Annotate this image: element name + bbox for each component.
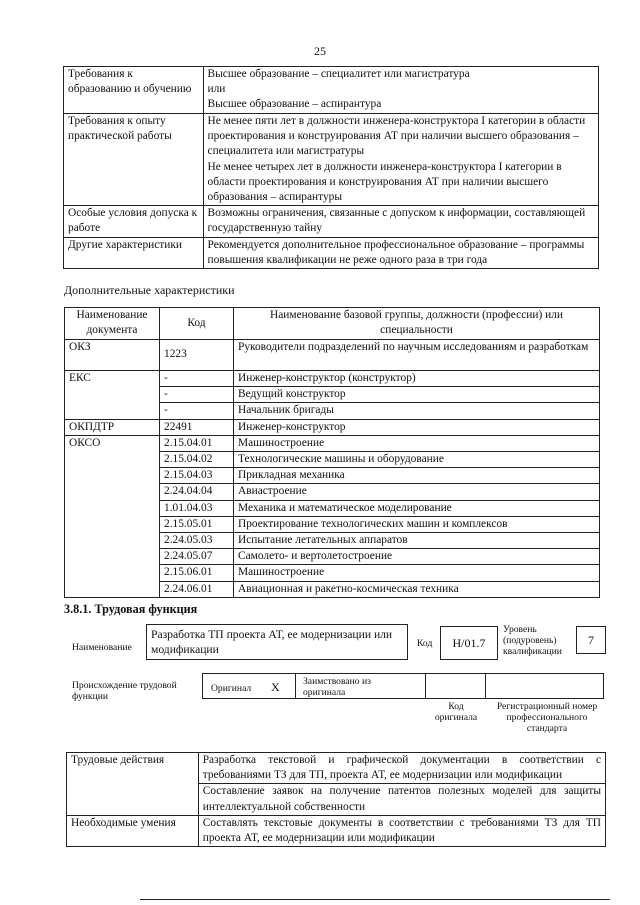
- header-row: [65, 308, 600, 340]
- name-cell: Машиностроение: [234, 435, 600, 451]
- row-label: Трудовые действия: [67, 753, 199, 816]
- code-cell: 1.01.04.03: [160, 500, 234, 516]
- code-cell: 2.24.05.03: [160, 533, 234, 549]
- row-value: [203, 237, 598, 268]
- name-cell: Авиационная и ракетно-космическая техника: [234, 581, 600, 597]
- code-cell: -: [160, 387, 234, 403]
- origin-label: Происхождение трудовой функции: [72, 680, 177, 702]
- table-row: [64, 114, 599, 206]
- name-cell: Механика и математическое моделирование: [234, 500, 600, 516]
- doc-okpdtr: ОКПДТР: [65, 419, 160, 435]
- name-cell: Авиастроение: [234, 484, 600, 500]
- code-cell: 2.24.04.04: [160, 484, 234, 500]
- code-box: [440, 626, 498, 660]
- table-row: [65, 340, 600, 371]
- table-row: [65, 371, 600, 387]
- code-cell: -: [160, 403, 234, 419]
- name-cell: Руководители подразделений по научным исследованиям и разработкам: [234, 340, 600, 371]
- original-mark: Х: [271, 680, 280, 694]
- code-cell: 2.15.05.01: [160, 516, 234, 532]
- value-line: Высшее образование – специалитет или магистратура: [207, 68, 470, 80]
- code-label: Код: [417, 638, 433, 649]
- code-cell: 2.15.04.02: [160, 452, 234, 468]
- row-value: Составление заявок на получение патентов полезных моделей для защиты интеллектуальной собственности: [198, 784, 605, 815]
- value-line: Возможны ограничения, связанные с допуском к информации, составляющей государственную тайну: [207, 207, 586, 235]
- table-row: [64, 237, 599, 268]
- name-cell: Испытание летательных аппаратов: [234, 533, 600, 549]
- code-orig-label: Код оригинала: [434, 701, 478, 723]
- actions-table: [66, 752, 606, 847]
- row-label: Необходимые умения: [67, 815, 199, 846]
- code-cell: 2.15.04.01: [160, 435, 234, 451]
- row-value: Разработка текстовой и графической документации в соответствии с требованиями ТЗ для ТП, проекта АТ, ее модернизации или модификации: [198, 753, 605, 784]
- header-code: Код: [160, 308, 234, 340]
- value-line: Высшее образование – аспирантура: [207, 98, 382, 111]
- page-number: 25: [314, 44, 326, 58]
- name-cell: Машиностроение: [234, 565, 600, 581]
- section-heading: 3.8.1. Трудовая функция: [64, 602, 198, 616]
- name-cell: Начальник бригады: [234, 403, 600, 419]
- header-document: Наименование документа: [65, 308, 160, 340]
- row-label: Особые условия допуска к работе: [64, 206, 204, 237]
- table-row: [64, 67, 599, 114]
- level-box: [576, 626, 606, 654]
- row-value: Составлять текстовые документы в соответствии с требованиями ТЗ для ТП проекта АТ, ее модернизации или модификации: [198, 815, 605, 846]
- doc-okz: ОКЗ: [65, 340, 160, 371]
- code-cell: 22491: [160, 419, 234, 435]
- original-label: Оригинал: [211, 683, 252, 694]
- table-row: [64, 206, 599, 237]
- code-value: Н/01.7: [452, 636, 486, 650]
- doc-okso: ОКСО: [65, 435, 160, 597]
- name-cell: Проектирование технологических машин и комплексов: [234, 516, 600, 532]
- level-value: 7: [588, 633, 594, 647]
- additional-characteristics-table: [64, 307, 600, 598]
- header-name: Наименование базовой группы, должности (профессии) или специальности: [234, 308, 600, 340]
- additional-characteristics-title: Дополнительные характеристики: [64, 283, 235, 297]
- value-line: Не менее четырех лет в должности инженера-конструктора I категории в области проектирования и конструирования АТ при наличии высшего образования – аспирантуры: [207, 160, 562, 204]
- row-label: Требования к образованию и обучению: [64, 67, 204, 114]
- table-row: [67, 753, 606, 784]
- row-label: Другие характеристики: [64, 237, 204, 268]
- function-name-box: [146, 624, 408, 660]
- name-cell: Прикладная механика: [234, 468, 600, 484]
- divider: [485, 674, 486, 698]
- value-line: Не менее пяти лет в должности инженера-конструктора I категории в области проектирования и конструирования АТ при наличии высшего образования – специалитета или магистратуры: [207, 115, 586, 158]
- name-cell: Самолето- и вертолетостроение: [234, 549, 600, 565]
- level-label: Уровень (подуровень) квалификации: [503, 624, 562, 657]
- name-cell: Технологические машины и оборудование: [234, 452, 600, 468]
- code-cell: 2.15.06.01: [160, 565, 234, 581]
- code-cell: 1223: [160, 340, 234, 371]
- page-edge-line: [140, 899, 610, 900]
- borrowed-label: Заимствовано из оригинала: [303, 676, 371, 698]
- origin-box: [202, 673, 604, 699]
- code-cell: 2.24.05.07: [160, 549, 234, 565]
- name-cell: Инженер-конструктор (конструктор): [234, 371, 600, 387]
- value-line: или: [207, 83, 226, 96]
- reg-number-label: Регистрационный номер профессионального стандарта: [496, 701, 598, 734]
- row-value: [203, 67, 598, 114]
- function-name-value: Разработка ТП проекта АТ, ее модернизации или модификации: [151, 628, 393, 656]
- row-label: Требования к опыту практической работы: [64, 114, 204, 206]
- name-cell: Ведущий конструктор: [234, 387, 600, 403]
- code-cell: -: [160, 371, 234, 387]
- value-line: Рекомендуется дополнительное профессиональное образование – программы повышения квалификации не реже одного раза в три года: [207, 238, 585, 266]
- divider: [295, 674, 296, 698]
- row-value: [203, 206, 598, 237]
- table-row: [65, 435, 600, 451]
- row-value: [203, 114, 598, 206]
- table-row: [67, 815, 606, 846]
- table-row: [65, 419, 600, 435]
- requirements-table: [63, 66, 599, 269]
- divider: [425, 674, 426, 698]
- code-cell: 2.15.04.03: [160, 468, 234, 484]
- code-cell: 2.24.06.01: [160, 581, 234, 597]
- name-label: Наименование: [72, 642, 132, 653]
- doc-eks: ЕКС: [65, 371, 160, 420]
- name-cell: Инженер-конструктор: [234, 419, 600, 435]
